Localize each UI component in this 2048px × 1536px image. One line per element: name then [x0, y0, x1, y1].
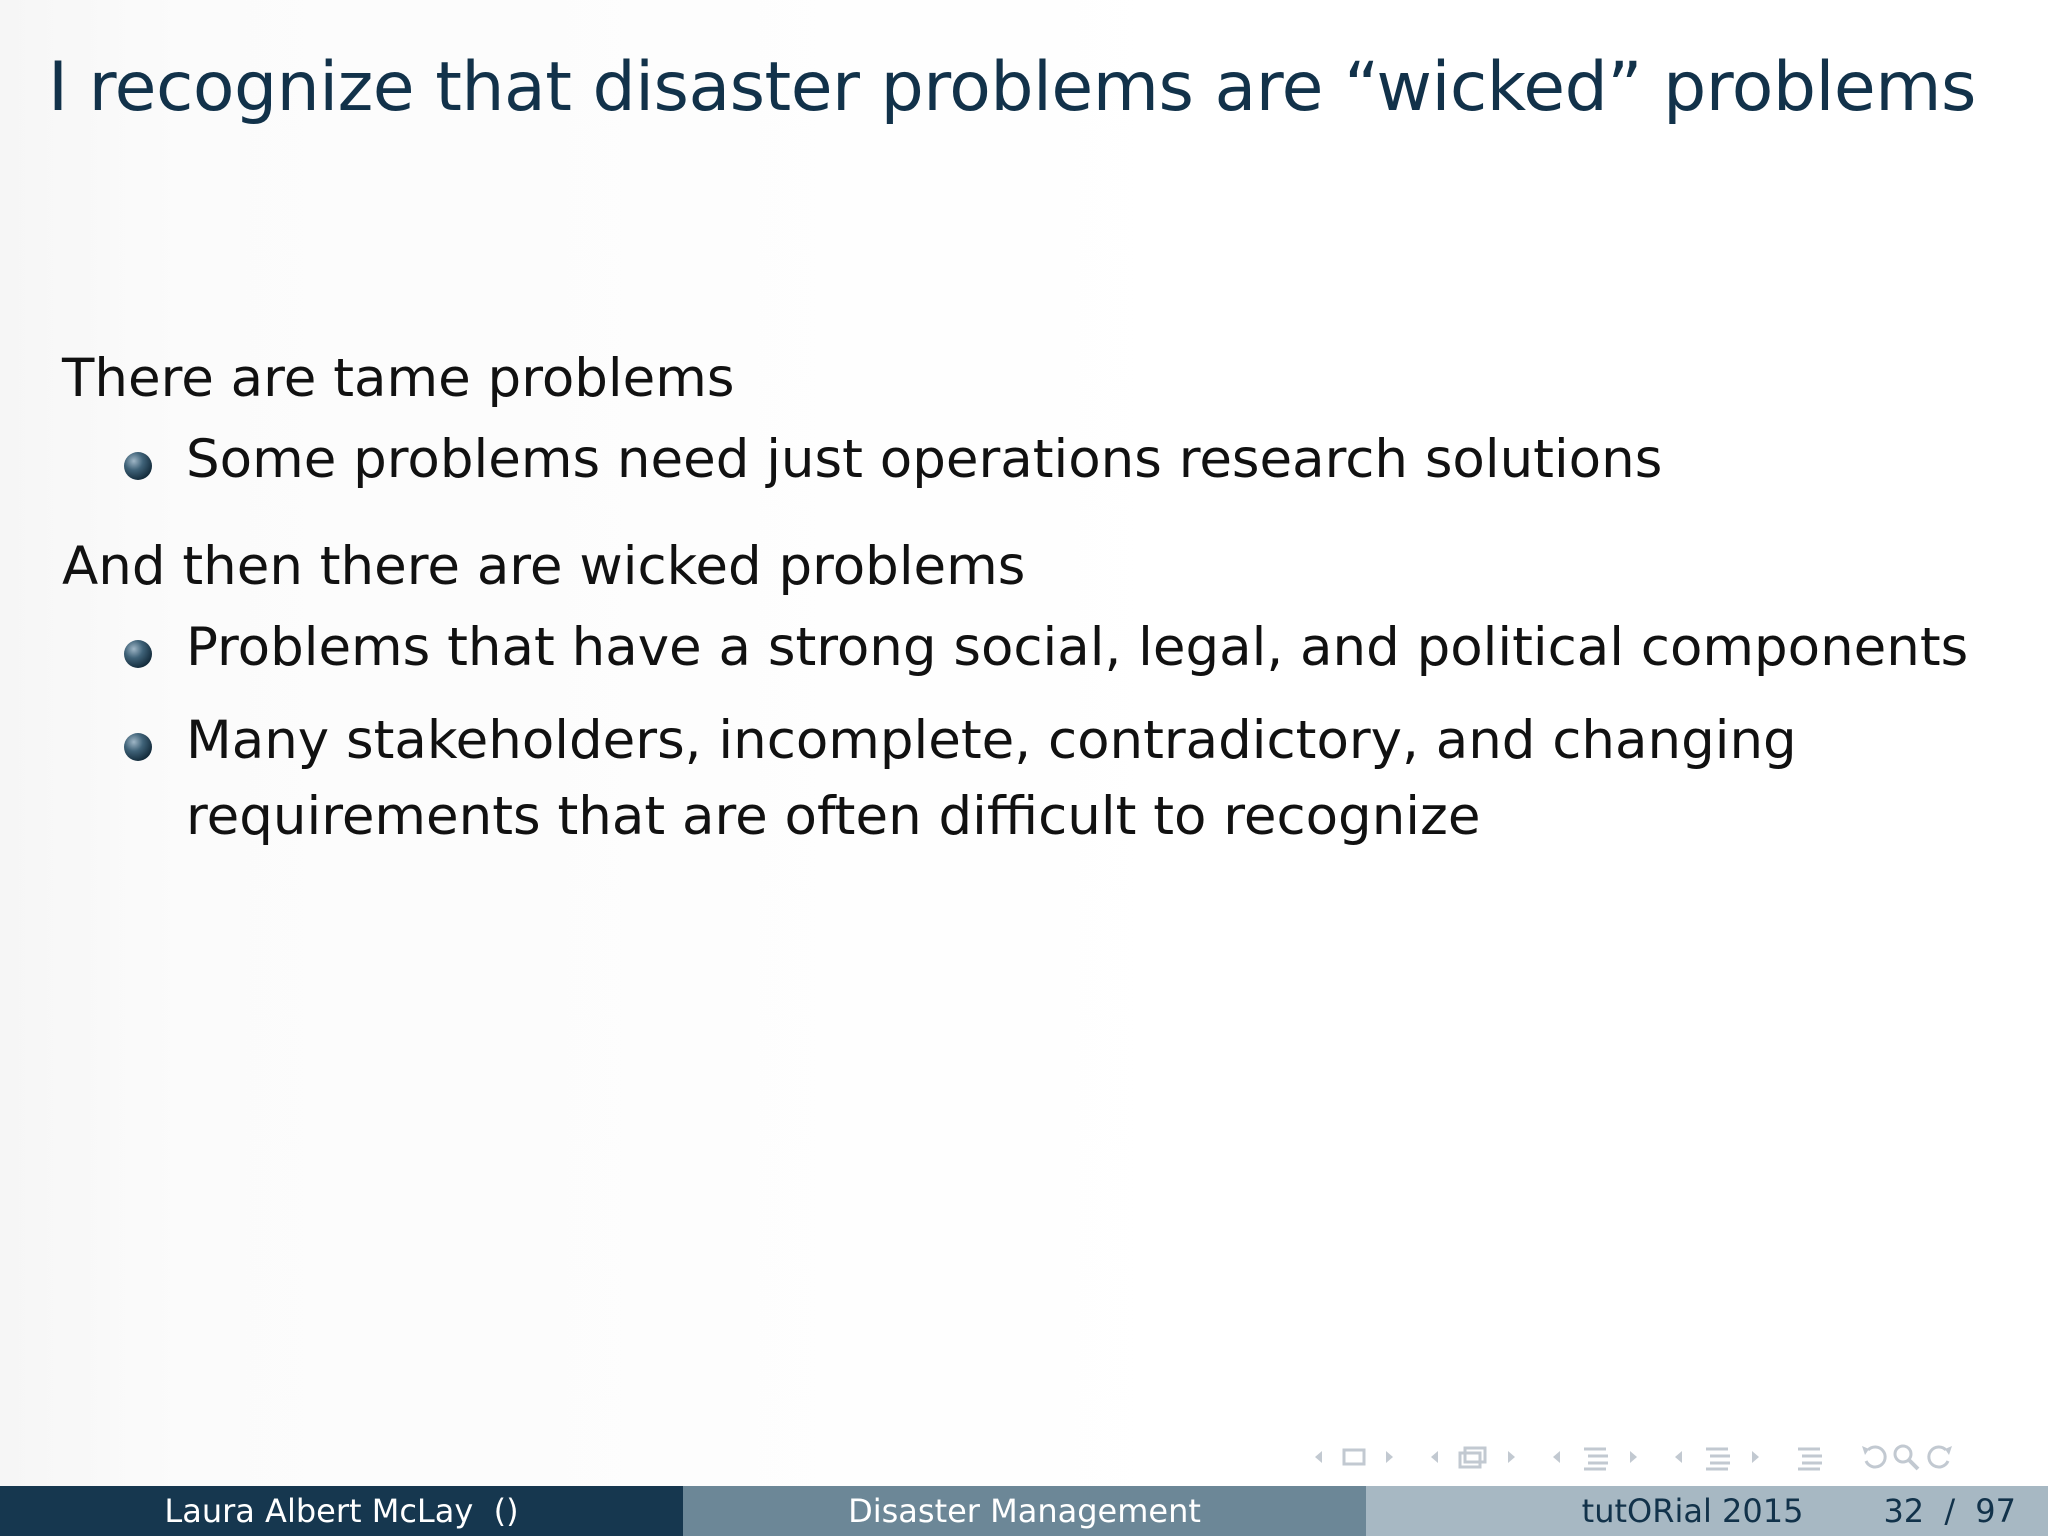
footer-author-box [0, 1486, 683, 1536]
nav-document-group[interactable] [1792, 1441, 1832, 1473]
page-current: 32 [1883, 1492, 1925, 1530]
page-total: 97 [1975, 1492, 2016, 1530]
lead-wicked: And then there are wicked problems [62, 536, 1026, 597]
section-icon[interactable] [1548, 1441, 1644, 1473]
footer-title: Disaster Management [848, 1492, 1201, 1530]
slide-title: I recognize that disaster problems are “wicked” problems [48, 48, 1976, 127]
bullet-text: Problems that have a strong social, legal, and political components [186, 617, 1969, 678]
bullet-ball-icon [124, 733, 152, 761]
tame-bullet-list [62, 422, 1962, 498]
page-counter [1883, 1492, 2016, 1530]
wicked-bullet-list [62, 610, 1969, 855]
nav-slides-group[interactable] [1670, 1441, 1766, 1473]
document-icon[interactable] [1792, 1441, 1832, 1473]
bullet-text: Many stakeholders, incomplete, contradictory, and changing [186, 710, 1797, 771]
footer-author: Laura Albert McLay () [164, 1492, 519, 1530]
subsection-icon[interactable] [1426, 1441, 1522, 1473]
footer-date-box [1366, 1486, 2048, 1536]
nav-subsection-group[interactable] [1426, 1441, 1522, 1473]
list-item [62, 422, 1962, 498]
bullet-ball-icon [124, 640, 152, 668]
bullet-ball-icon [124, 452, 152, 480]
beamer-navigation-symbols [1310, 1439, 1956, 1475]
redo-icon[interactable] [1924, 1441, 1956, 1473]
slides-icon[interactable] [1670, 1441, 1766, 1473]
footer-title-box [683, 1486, 1366, 1536]
bullet-text: Some problems need just operations research solutions [186, 429, 1663, 490]
nav-section-group[interactable] [1548, 1441, 1644, 1473]
bullet-text: requirements that are often difficult to recognize [186, 786, 1481, 847]
slide-footer [0, 1486, 2048, 1536]
list-item [62, 703, 1962, 779]
search-icon[interactable] [1890, 1441, 1924, 1473]
footer-date: tutORial 2015 [1581, 1492, 1804, 1530]
undo-icon[interactable] [1858, 1441, 1890, 1473]
frame-icon[interactable] [1310, 1442, 1400, 1472]
list-item-continuation [62, 779, 1962, 855]
page-separator: / [1944, 1492, 1956, 1530]
slide-body [62, 338, 1969, 872]
lead-tame: There are tame problems [62, 348, 735, 409]
nav-tools-group[interactable] [1858, 1441, 1956, 1473]
nav-frame-group[interactable] [1310, 1442, 1400, 1472]
list-item [62, 610, 1969, 686]
